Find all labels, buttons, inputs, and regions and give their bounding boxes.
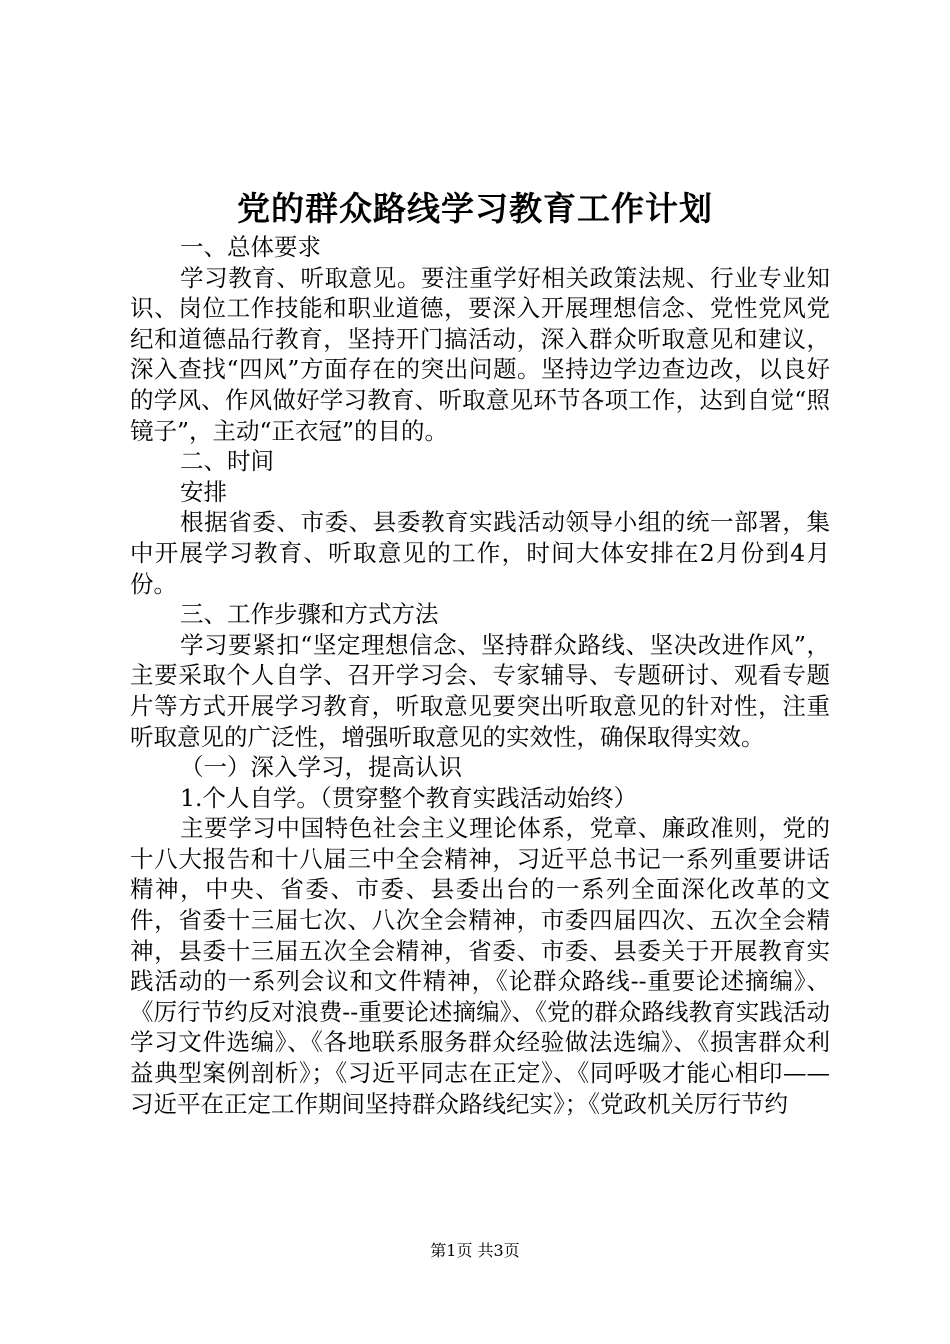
body-paragraph: 学习要紧扣“坚定理想信念、坚持群众路线、坚决改进作风”，主要采取个人自学、召开学习会、专家辅导、专题研讨、观看专题片等方式开展学习教育，听取意见要突出听取意见的针对性，注重听取意见的广泛性，增强听取意见的实效性，确保取得实效。 (130, 630, 830, 751)
body-paragraph: 安排 (180, 477, 227, 506)
section-heading: 二、时间 (180, 447, 274, 476)
section-heading: 一、总体要求 (180, 233, 321, 261)
body-paragraph: 根据省委、市委、县委教育实践活动领导小组的统一部署，集中开展学习教育、听取意见的工作，时间大体安排在2月份到4月份。 (130, 508, 830, 598)
document-body (130, 232, 830, 1119)
body-paragraph: 学习教育、听取意见。要注重学好相关政策法规、行业专业知识、岗位工作技能和职业道德，要深入开展理想信念、党性党风党纪和道德品行教育，坚持开门搞活动，深入群众听取意见和建议，深入查找“四风”方面存在的突出问题。坚持边学边查边改，以良好的学风、作风做好学习教育、听取意见环节各项工作，达到自觉“照镜子”，主动“正衣冠”的目的。 (130, 263, 830, 445)
section-heading: 三、工作步骤和方式方法 (180, 600, 439, 629)
body-paragraph: 主要学习中国特色社会主义理论体系，党章、廉政准则，党的十八大报告和十八届三中全会精神，习近平总书记一系列重要讲话精神，中央、省委、市委、县委出台的一系列全面深化改革的文件，省委十三届七次、八次全会精神，市委四届四次、五次全会精神，县委十三届五次全会精神，省委、市委、县委关于开展教育实践活动的一系列会议和文件精神，《论群众路线--重要论述摘编》、《厉行节约反对浪费--重要论述摘编》、《党的群众路线教育实践活动学习文件选编》、《各地联系服务群众经验做法选编》、《损害群众利益典型案例剖析》；《习近平同志在正定》、《同呼吸才能心相印——习近平在正定工作期间坚持群众路线纪实》；《党政机关厉行节约 (130, 814, 830, 1118)
item-heading: 1.个人自学。（贯穿整个教育实践活动始终） (180, 783, 638, 812)
subsection-heading: （一）深入学习，提高认识 (180, 753, 462, 782)
page-number-footer: 第1页 共3页 (430, 1241, 520, 1260)
document-title: 党的群众路线学习教育工作计划 (237, 189, 713, 228)
